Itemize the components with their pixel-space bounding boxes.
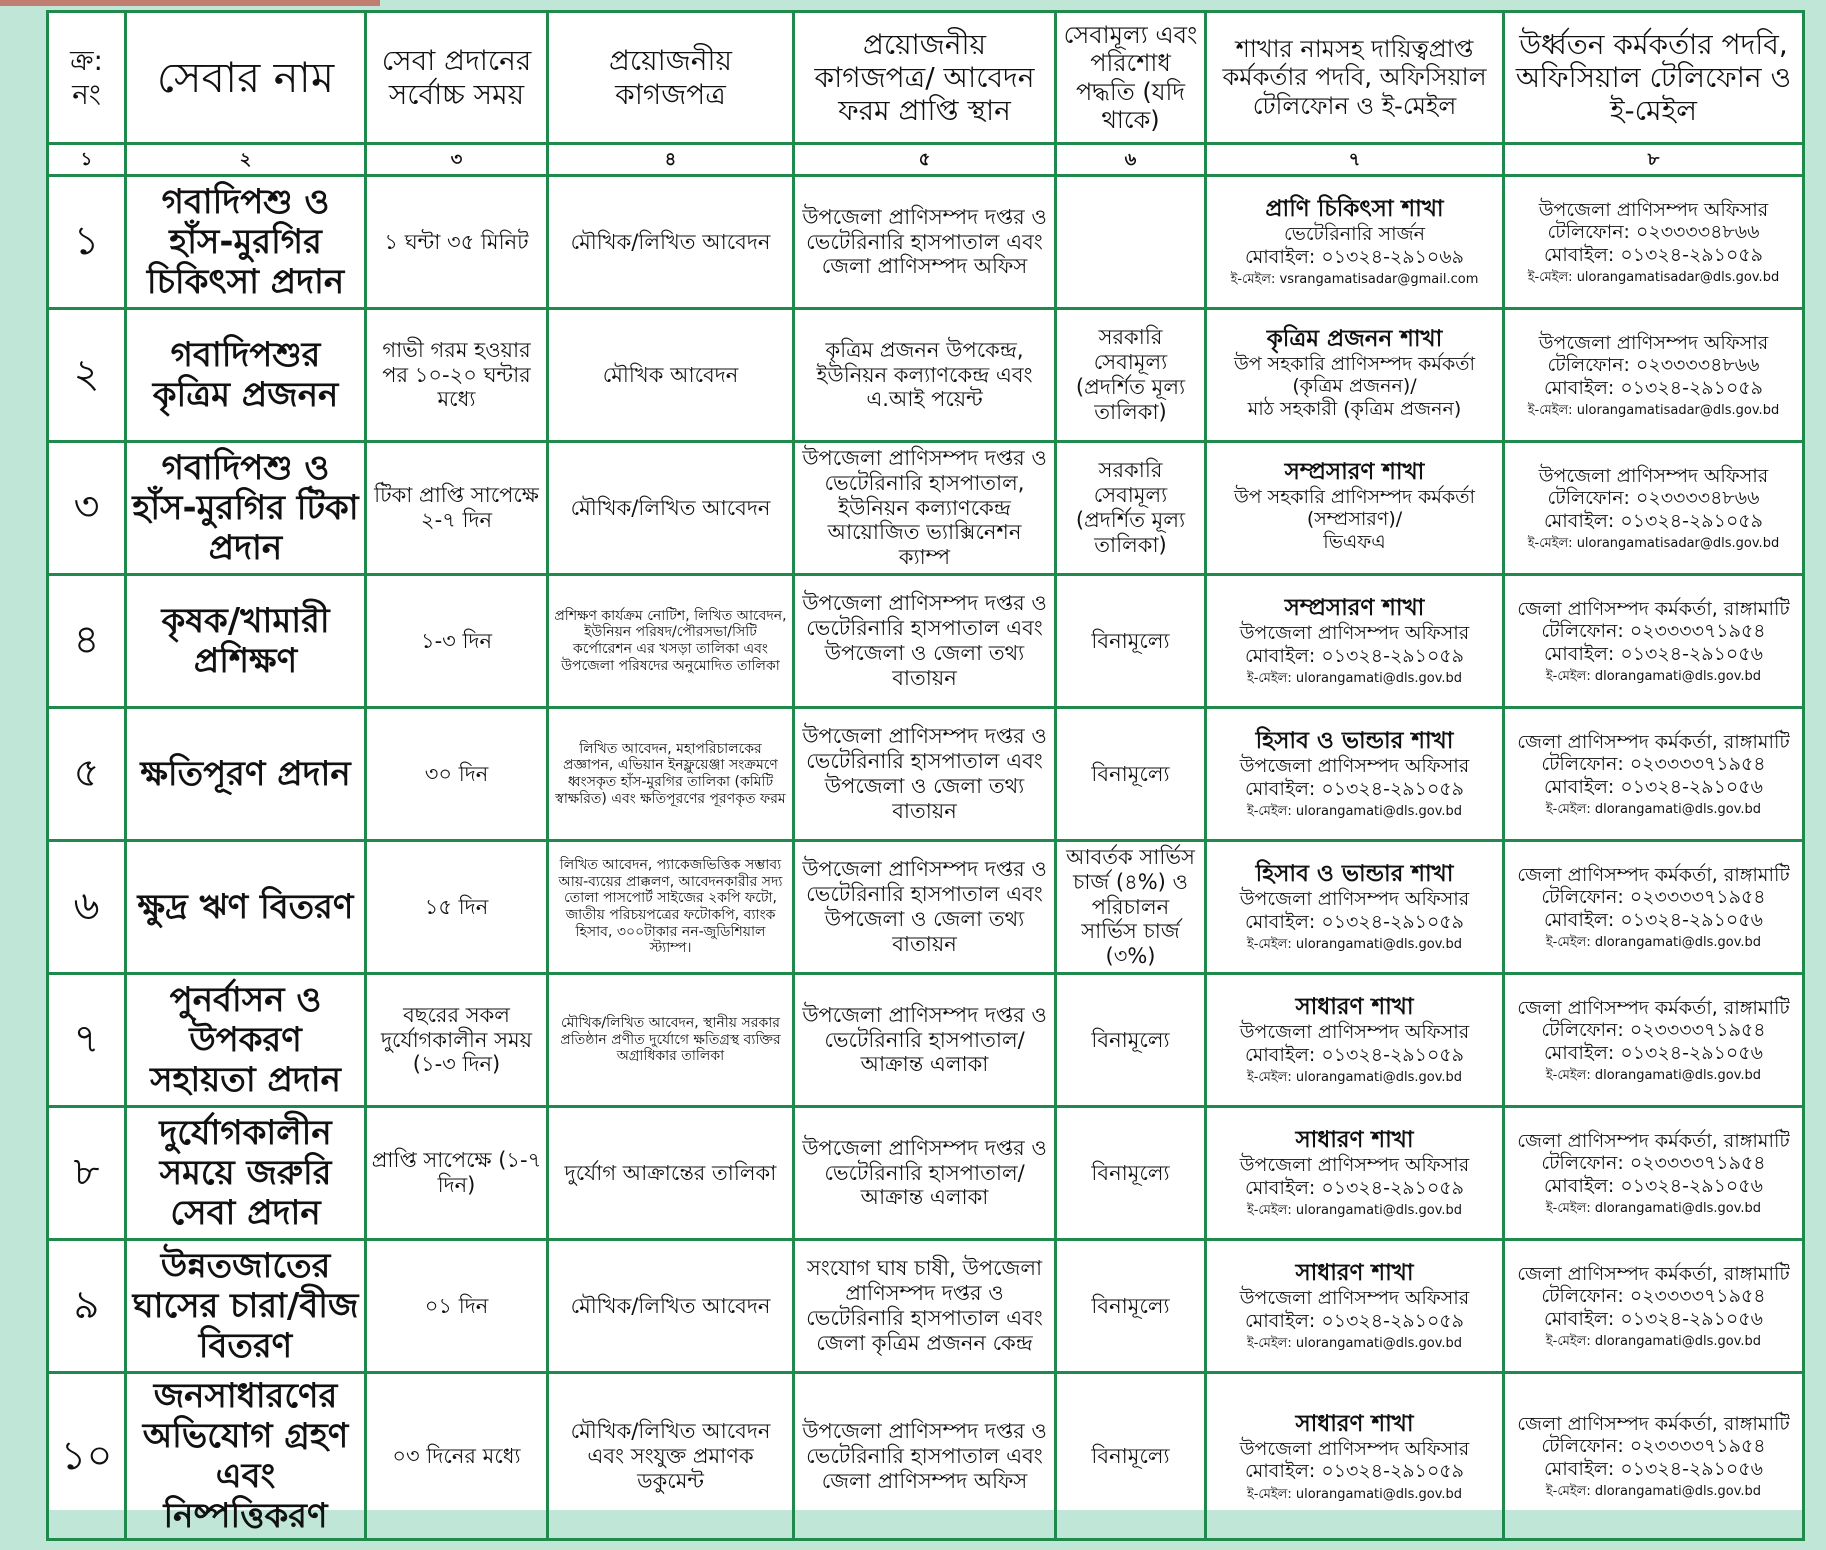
column-number: ৪ <box>548 144 794 176</box>
officer-branch: সাধারণ শাখা <box>1295 1127 1414 1154</box>
officer-branch: সম্প্রসারণ শাখা <box>1284 595 1425 622</box>
table-row <box>48 442 1804 575</box>
officer-email: ই-মেইল: ulorangamati@dls.gov.bd <box>1246 671 1463 687</box>
header-form-location: প্রয়োজনীয় কাগজপত্র/ আবেদন ফরম প্রাপ্তি স্থান <box>794 12 1056 144</box>
superior-title: জেলা প্রাণিসম্পদ কর্মকর্তা, রাঙ্গামাটি <box>1517 1412 1790 1435</box>
row-service-name: দুর্যোগকালীন সময়ে জরুরি সেবা প্রদান <box>126 1107 366 1240</box>
officer-branch: কৃত্রিম প্রজনন শাখা <box>1266 325 1443 352</box>
officer-phone: মোবাইল: ০১৩২৪-২৯১০৫৯ <box>1245 777 1464 800</box>
row-documents: দুর্যোগ আক্রান্তের তালিকা <box>548 1107 794 1240</box>
superior-mobile: মোবাইল: ০১৩২৪-২৯১০৫৬ <box>1544 908 1763 931</box>
row-serial: ৭ <box>48 974 126 1107</box>
row-form-location: উপজেলা প্রাণিসম্পদ দপ্তর ও ভেটেরিনারি হাসপাতাল এবং উপজেলা ও জেলা তথ্য বাতায়ন <box>794 841 1056 974</box>
superior-title: জেলা প্রাণিসম্পদ কর্মকর্তা, রাঙ্গামাটি <box>1517 597 1790 620</box>
column-number-row <box>48 144 1804 176</box>
row-superior-officer <box>1504 708 1804 841</box>
row-max-time: ৩০ দিন <box>366 708 548 841</box>
officer-phone: মোবাইল: ০১৩২৪-২৯১০৬৯ <box>1245 245 1464 268</box>
citizen-charter-sheet <box>46 10 1802 1537</box>
superior-mobile: মোবাইল: ০১৩২৪-২৯১০৫৯ <box>1544 509 1763 532</box>
row-documents: মৌখিক/লিখিত আবেদন <box>548 176 794 309</box>
service-rows <box>48 176 1804 1540</box>
table-row <box>48 1107 1804 1240</box>
row-max-time: বছরের সকল দুর্যোগকালীন সময় (১-৩ দিন) <box>366 974 548 1107</box>
table-row <box>48 309 1804 442</box>
superior-phone: টেলিফোন: ০২৩৩৩৩৪৮৬৬ <box>1547 221 1760 244</box>
row-superior-officer <box>1504 442 1804 575</box>
row-documents: লিখিত আবেদন, প্যাকেজভিত্তিক সম্ভাব্য আয়-ব্যয়ের প্রাক্কলণ, আবেদনকারীর সদ্য তোলা পাসপোর্ট সাইজের ২কপি ফটো, জাতীয় পরিচয়পত্রের ফটোকপি, ব্যাংক হিসাব, ৩০০টাকার নন-জুডিশিয়াল স্ট্যাম্প। <box>548 841 794 974</box>
row-max-time: ০১ দিন <box>366 1240 548 1373</box>
row-fee: বিনামূল্যে <box>1056 708 1206 841</box>
superior-email: ই-মেইল: dlorangamati@dls.gov.bd <box>1545 934 1762 950</box>
row-responsible-officer <box>1206 309 1504 442</box>
officer-branch: প্রাণি চিকিৎসা শাখা <box>1265 196 1444 223</box>
superior-mobile: মোবাইল: ০১৩২৪-২৯১০৫৯ <box>1544 243 1763 266</box>
row-superior-officer <box>1504 1107 1804 1240</box>
row-service-name: গবাদিপশু ও হাঁস-মুরগির চিকিৎসা প্রদান <box>126 176 366 309</box>
table-row <box>48 1373 1804 1540</box>
officer-email: ই-মেইল: vsrangamatisadar@gmail.com <box>1230 272 1479 288</box>
column-number: ৩ <box>366 144 548 176</box>
header-row <box>48 12 1804 144</box>
superior-mobile: মোবাইল: ০১৩২৪-২৯১০৫৬ <box>1544 1174 1763 1197</box>
superior-title: জেলা প্রাণিসম্পদ কর্মকর্তা, রাঙ্গামাটি <box>1517 996 1790 1019</box>
superior-phone: টেলিফোন: ০২৩৩৩৩৭১৯৫৪ <box>1541 1435 1766 1458</box>
table-row <box>48 176 1804 309</box>
row-superior-officer <box>1504 176 1804 309</box>
header-superior-officer: উর্ধ্বতন কর্মকর্তার পদবি, অফিসিয়াল টেলিফোন ও ই-মেইল <box>1504 12 1804 144</box>
officer-phone: মোবাইল: ০১৩২৪-২৯১০৫৯ <box>1245 1043 1464 1066</box>
row-serial: ৪ <box>48 575 126 708</box>
service-table <box>46 10 1805 1541</box>
officer-email: ই-মেইল: ulorangamati@dls.gov.bd <box>1246 937 1463 953</box>
superior-phone: টেলিফোন: ০২৩৩৩৩৭১৯৫৪ <box>1541 1152 1766 1175</box>
row-max-time: প্রাপ্তি সাপেক্ষে (১-৭ দিন) <box>366 1107 548 1240</box>
row-serial: ২ <box>48 309 126 442</box>
row-serial: ৮ <box>48 1107 126 1240</box>
row-service-name: ক্ষুদ্র ঋণ বিতরণ <box>126 841 366 974</box>
officer-branch: সম্প্রসারণ শাখা <box>1284 458 1425 485</box>
officer-phone: মোবাইল: ০১৩২৪-২৯১০৫৯ <box>1245 910 1464 933</box>
superior-title: জেলা প্রাণিসম্পদ কর্মকর্তা, রাঙ্গামাটি <box>1517 1129 1790 1152</box>
row-service-name: কৃষক/খামারী প্রশিক্ষণ <box>126 575 366 708</box>
row-form-location: উপজেলা প্রাণিসম্পদ দপ্তর ও ভেটেরিনারি হাসপাতাল/ আক্রান্ত এলাকা <box>794 974 1056 1107</box>
officer-title: উপজেলা প্রাণিসম্পদ অফিসার <box>1239 888 1470 911</box>
row-service-name: পুনর্বাসন ও উপকরণ সহায়তা প্রদান <box>126 974 366 1107</box>
officer-branch: সাধারণ শাখা <box>1295 994 1414 1021</box>
row-form-location: উপজেলা প্রাণিসম্পদ দপ্তর ও ভেটেরিনারি হাসপাতাল এবং উপজেলা ও জেলা তথ্য বাতায়ন <box>794 708 1056 841</box>
row-service-name: গবাদিপশু ও হাঁস-মুরগির টিকা প্রদান <box>126 442 366 575</box>
row-form-location: উপজেলা প্রাণিসম্পদ দপ্তর ও ভেটেরিনারি হাসপাতাল এবং জেলা প্রাণিসম্পদ অফিস <box>794 1373 1056 1540</box>
officer-title: উপ সহকারি প্রাণিসম্পদ কর্মকর্তা (সম্প্রসারণ)/ <box>1233 485 1476 531</box>
row-form-location: উপজেলা প্রাণিসম্পদ দপ্তর ও ভেটেরিনারি হাসপাতাল, ইউনিয়ন কল্যাণকেন্দ্র আয়োজিত ভ্যাক্সিনেশন ক্যাম্প <box>794 442 1056 575</box>
row-form-location: উপজেলা প্রাণিসম্পদ দপ্তর ও ভেটেরিনারি হাসপাতাল এবং জেলা প্রাণিসম্পদ অফিস <box>794 176 1056 309</box>
superior-mobile: মোবাইল: ০১৩২৪-২৯১০৫৯ <box>1544 376 1763 399</box>
row-responsible-officer <box>1206 1107 1504 1240</box>
superior-email: ই-মেইল: ulorangamatisadar@dls.gov.bd <box>1527 269 1780 285</box>
officer-phone: মোবাইল: ০১৩২৪-২৯১০৫৯ <box>1245 1460 1464 1483</box>
row-max-time: ১ ঘন্টা ৩৫ মিনিট <box>366 176 548 309</box>
officer-branch: সাধারণ শাখা <box>1295 1260 1414 1287</box>
superior-email: ই-মেইল: dlorangamati@dls.gov.bd <box>1545 668 1762 684</box>
superior-title: উপজেলা প্রাণিসম্পদ অফিসার <box>1538 198 1769 221</box>
officer-phone: মোবাইল: ০১৩২৪-২৯১০৫৯ <box>1245 644 1464 667</box>
top-edge-mark <box>0 0 380 6</box>
superior-email: ই-মেইল: dlorangamati@dls.gov.bd <box>1545 1484 1762 1500</box>
row-max-time: গাভী গরম হওয়ার পর ১০-২০ ঘন্টার মধ্যে <box>366 309 548 442</box>
superior-mobile: মোবাইল: ০১৩২৪-২৯১০৫৬ <box>1544 1457 1763 1480</box>
superior-phone: টেলিফোন: ০২৩৩৩৩৪৮৬৬ <box>1547 487 1760 510</box>
superior-title: জেলা প্রাণিসম্পদ কর্মকর্তা, রাঙ্গামাটি <box>1517 1262 1790 1285</box>
header-serial: ক্র: নং <box>48 12 126 144</box>
row-documents: মৌখিক আবেদন <box>548 309 794 442</box>
superior-email: ই-মেইল: ulorangamatisadar@dls.gov.bd <box>1527 535 1780 551</box>
row-service-name: গবাদিপশুর কৃত্রিম প্রজনন <box>126 309 366 442</box>
row-superior-officer <box>1504 974 1804 1107</box>
row-responsible-officer <box>1206 1373 1504 1540</box>
row-fee: আবর্তক সার্ভিস চার্জ (৪%) ও পরিচালন সার্ভিস চার্জ (৩%) <box>1056 841 1206 974</box>
row-serial: ৩ <box>48 442 126 575</box>
row-max-time: ১-৩ দিন <box>366 575 548 708</box>
superior-title: উপজেলা প্রাণিসম্পদ অফিসার <box>1538 464 1769 487</box>
officer-email: ই-মেইল: ulorangamati@dls.gov.bd <box>1246 1203 1463 1219</box>
header-max-time: সেবা প্রদানের সর্বোচ্চ সময় <box>366 12 548 144</box>
superior-phone: টেলিফোন: ০২৩৩৩৩৭১৯৫৪ <box>1541 620 1766 643</box>
header-service-name: সেবার নাম <box>126 12 366 144</box>
row-service-name: ক্ষতিপূরণ প্রদান <box>126 708 366 841</box>
table-row <box>48 708 1804 841</box>
officer-title: উপজেলা প্রাণিসম্পদ অফিসার <box>1239 1154 1470 1177</box>
row-form-location: উপজেলা প্রাণিসম্পদ দপ্তর ও ভেটেরিনারি হাসপাতাল/ আক্রান্ত এলাকা <box>794 1107 1056 1240</box>
row-responsible-officer <box>1206 176 1504 309</box>
officer-phone: মোবাইল: ০১৩২৪-২৯১০৫৯ <box>1245 1176 1464 1199</box>
officer-phone: মোবাইল: ০১৩২৪-২৯১০৫৯ <box>1245 1309 1464 1332</box>
table-row <box>48 575 1804 708</box>
row-service-name: জনসাধারণের অভিযোগ গ্রহণ এবং নিষ্পত্তিকরণ <box>126 1373 366 1540</box>
row-max-time: ১৫ দিন <box>366 841 548 974</box>
table-row <box>48 841 1804 974</box>
officer-title: উপ সহকারি প্রাণিসম্পদ কর্মকর্তা (কৃত্রিম প্রজনন)/ <box>1233 352 1476 398</box>
superior-phone: টেলিফোন: ০২৩৩৩৩৪৮৬৬ <box>1547 354 1760 377</box>
row-form-location: উপজেলা প্রাণিসম্পদ দপ্তর ও ভেটেরিনারি হাসপাতাল এবং উপজেলা ও জেলা তথ্য বাতায়ন <box>794 575 1056 708</box>
officer-email: ই-মেইল: ulorangamati@dls.gov.bd <box>1246 1070 1463 1086</box>
officer-title: উপজেলা প্রাণিসম্পদ অফিসার <box>1239 1021 1470 1044</box>
row-serial: ১০ <box>48 1373 126 1540</box>
row-responsible-officer <box>1206 708 1504 841</box>
superior-email: ই-মেইল: dlorangamati@dls.gov.bd <box>1545 1067 1762 1083</box>
column-number: ৬ <box>1056 144 1206 176</box>
superior-title: জেলা প্রাণিসম্পদ কর্মকর্তা, রাঙ্গামাটি <box>1517 863 1790 886</box>
column-number: ৭ <box>1206 144 1504 176</box>
row-documents: মৌখিক/লিখিত আবেদন <box>548 442 794 575</box>
row-superior-officer <box>1504 1373 1804 1540</box>
row-superior-officer <box>1504 841 1804 974</box>
row-fee: বিনামূল্যে <box>1056 1373 1206 1540</box>
officer-email: ই-মেইল: ulorangamati@dls.gov.bd <box>1246 1486 1463 1502</box>
row-documents: মৌখিক/লিখিত আবেদন, স্থানীয় সরকার প্রতিষ্ঠান প্রণীত দুর্যোগে ক্ষতিগ্রস্থ ব্যক্তির অগ্রাধিকার তালিকা <box>548 974 794 1107</box>
superior-title: জেলা প্রাণিসম্পদ কর্মকর্তা, রাঙ্গামাটি <box>1517 730 1790 753</box>
row-fee: সরকারি সেবামূল্য (প্রদর্শিত মূল্য তালিকা) <box>1056 309 1206 442</box>
officer-title: ভেটেরিনারি সার্জন <box>1284 223 1425 246</box>
officer-title: উপজেলা প্রাণিসম্পদ অফিসার <box>1239 1287 1470 1310</box>
officer-branch: হিসাব ও ভান্ডার শাখা <box>1255 861 1454 888</box>
superior-email: ই-মেইল: dlorangamati@dls.gov.bd <box>1545 1200 1762 1216</box>
row-superior-officer <box>1504 309 1804 442</box>
row-service-name: উন্নতজাতের ঘাসের চারা/বীজ বিতরণ <box>126 1240 366 1373</box>
superior-mobile: মোবাইল: ০১৩২৪-২৯১০৫৬ <box>1544 1307 1763 1330</box>
row-responsible-officer <box>1206 841 1504 974</box>
header-responsible-officer: শাখার নামসহ দায়িত্বপ্রাপ্ত কর্মকর্তার পদবি, অফিসিয়াল টেলিফোন ও ই-মেইল <box>1206 12 1504 144</box>
officer-email: ই-মেইল: ulorangamati@dls.gov.bd <box>1246 804 1463 820</box>
row-responsible-officer <box>1206 974 1504 1107</box>
row-max-time: টিকা প্রাপ্তি সাপেক্ষে ২-৭ দিন <box>366 442 548 575</box>
superior-phone: টেলিফোন: ০২৩৩৩৩৭১৯৫৪ <box>1541 1019 1766 1042</box>
header-documents: প্রয়োজনীয় কাগজপত্র <box>548 12 794 144</box>
row-superior-officer <box>1504 575 1804 708</box>
row-responsible-officer <box>1206 575 1504 708</box>
row-serial: ১ <box>48 176 126 309</box>
superior-phone: টেলিফোন: ০২৩৩৩৩৭১৯৫৪ <box>1541 1285 1766 1308</box>
superior-email: ই-মেইল: ulorangamatisadar@dls.gov.bd <box>1527 402 1780 418</box>
superior-email: ই-মেইল: dlorangamati@dls.gov.bd <box>1545 801 1762 817</box>
column-number: ২ <box>126 144 366 176</box>
row-documents: মৌখিক/লিখিত আবেদন এবং সংযুক্ত প্রমাণক ডকুমেন্ট <box>548 1373 794 1540</box>
row-fee: বিনামূল্যে <box>1056 1240 1206 1373</box>
superior-mobile: মোবাইল: ০১৩২৪-২৯১০৫৬ <box>1544 775 1763 798</box>
officer-email: ই-মেইল: ulorangamati@dls.gov.bd <box>1246 1336 1463 1352</box>
row-responsible-officer <box>1206 442 1504 575</box>
row-fee: বিনামূল্যে <box>1056 575 1206 708</box>
superior-title: উপজেলা প্রাণিসম্পদ অফিসার <box>1538 331 1769 354</box>
column-number: ১ <box>48 144 126 176</box>
row-fee: বিনামূল্যে <box>1056 1107 1206 1240</box>
officer-branch: হিসাব ও ভান্ডার শাখা <box>1255 728 1454 755</box>
row-superior-officer <box>1504 1240 1804 1373</box>
row-max-time: ০৩ দিনের মধ্যে <box>366 1373 548 1540</box>
row-documents: মৌখিক/লিখিত আবেদন <box>548 1240 794 1373</box>
superior-phone: টেলিফোন: ০২৩৩৩৩৭১৯৫৪ <box>1541 753 1766 776</box>
superior-mobile: মোবাইল: ০১৩২৪-২৯১০৫৬ <box>1544 642 1763 665</box>
row-fee: সরকারি সেবামূল্য (প্রদর্শিত মূল্য তালিকা) <box>1056 442 1206 575</box>
column-number: ৮ <box>1504 144 1804 176</box>
row-form-location: সংযোগ ঘাষ চাষী, উপজেলা প্রাণিসম্পদ দপ্তর ও ভেটেরিনারি হাসপাতাল এবং জেলা কৃত্রিম প্রজনন কেন্দ্র <box>794 1240 1056 1373</box>
officer-title: উপজেলা প্রাণিসম্পদ অফিসার <box>1239 1437 1470 1460</box>
header-fee: সেবামূল্য এবং পরিশোধ পদ্ধতি (যদি থাকে) <box>1056 12 1206 144</box>
row-responsible-officer <box>1206 1240 1504 1373</box>
table-row <box>48 1240 1804 1373</box>
row-form-location: কৃত্রিম প্রজনন উপকেন্দ্র, ইউনিয়ন কল্যাণকেন্দ্র এবং এ.আই পয়েন্ট <box>794 309 1056 442</box>
row-serial: ৫ <box>48 708 126 841</box>
table-row <box>48 974 1804 1107</box>
superior-email: ই-মেইল: dlorangamati@dls.gov.bd <box>1545 1333 1762 1349</box>
row-fee <box>1056 176 1206 309</box>
row-serial: ৬ <box>48 841 126 974</box>
row-serial: ৯ <box>48 1240 126 1373</box>
row-documents: প্রশিক্ষণ কার্যক্রম নোটিশ, লিখিত আবেদন, ইউনিয়ন পরিষদ/পৌরসভা/সিটি কর্পোরেশন এর খসড়া তালিকা এবং উপজেলা পরিষদের অনুমোদিত তালিকা <box>548 575 794 708</box>
superior-mobile: মোবাইল: ০১৩২৪-২৯১০৫৬ <box>1544 1041 1763 1064</box>
officer-title: উপজেলা প্রাণিসম্পদ অফিসার <box>1239 622 1470 645</box>
row-documents: লিখিত আবেদন, মহাপরিচালকের প্রজ্ঞাপন, এভিয়ান ইনফ্লুয়েঞ্জা সংক্রমণে ধ্বংসকৃত হাঁস-মুরগির তালিকা (কমিটি স্বাক্ষরিত) এবং ক্ষতিপূরণের পূরণকৃত ফরম <box>548 708 794 841</box>
column-number: ৫ <box>794 144 1056 176</box>
officer-branch: সাধারণ শাখা <box>1295 1410 1414 1437</box>
officer-phone: মাঠ সহকারী (কৃত্রিম প্রজনন) <box>1247 397 1462 420</box>
officer-title: উপজেলা প্রাণিসম্পদ অফিসার <box>1239 755 1470 778</box>
superior-phone: টেলিফোন: ০২৩৩৩৩৭১৯৫৪ <box>1541 886 1766 909</box>
row-fee: বিনামূল্যে <box>1056 974 1206 1107</box>
officer-phone: ভিএফএ <box>1323 530 1386 553</box>
